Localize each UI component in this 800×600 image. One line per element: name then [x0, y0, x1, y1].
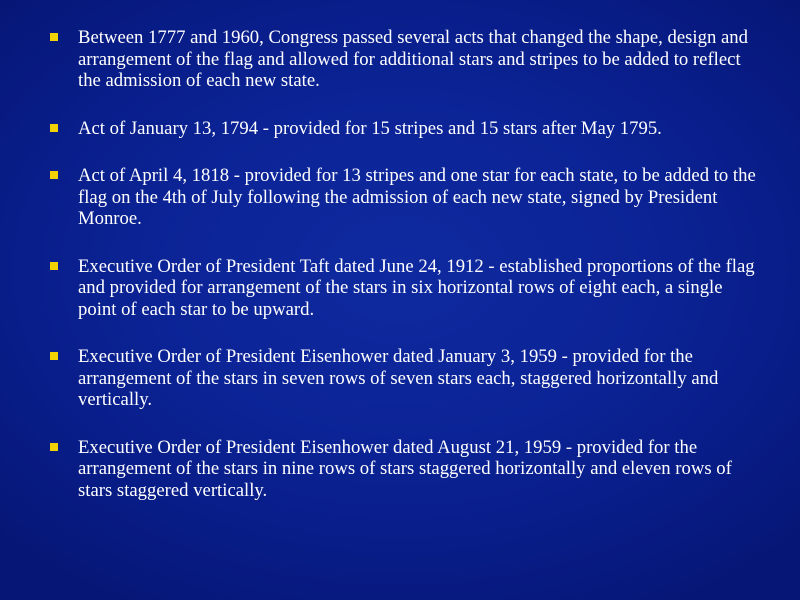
square-bullet-icon [50, 33, 58, 41]
bullet-text: Executive Order of President Eisenhower dated August 21, 1959 - provided for the arrangement of the stars in nine rows of stars staggered horizontally and eleven rows of stars staggered vertically. [78, 436, 732, 501]
bullet-item [48, 346, 758, 411]
bullet-text: Executive Order of President Eisenhower dated January 3, 1959 - provided for the arrangement of the stars in seven rows of seven stars each, staggered horizontally and vertically. [78, 346, 719, 410]
bullet-item [48, 27, 758, 92]
bullet-item [48, 118, 758, 140]
bullet-item [48, 437, 758, 502]
bullet-item [48, 165, 758, 230]
square-bullet-icon [50, 262, 58, 270]
square-bullet-icon [50, 171, 58, 179]
square-bullet-icon [50, 124, 58, 132]
bullet-text: Act of April 4, 1818 - provided for 13 stripes and one star for each state, to be added to the flag on the 4th of July following the admission of each new state, signed by President Monroe. [78, 165, 756, 229]
bullet-text: Act of January 13, 1794 - provided for 15 stripes and 15 stars after May 1795. [78, 117, 662, 139]
square-bullet-icon [50, 443, 58, 451]
square-bullet-icon [50, 352, 58, 360]
bullet-text: Between 1777 and 1960, Congress passed several acts that changed the shape, design and arrangement of the flag and allowed for additional stars and stripes to be added to reflect the admission of each new state. [78, 27, 748, 91]
bullet-text: Executive Order of President Taft dated June 24, 1912 - established proportions of the flag and provided for arrangement of the stars in six horizontal rows of eight each, a single point of each star to be upward. [78, 255, 755, 320]
bullet-list [48, 27, 758, 527]
bullet-item [48, 256, 758, 321]
